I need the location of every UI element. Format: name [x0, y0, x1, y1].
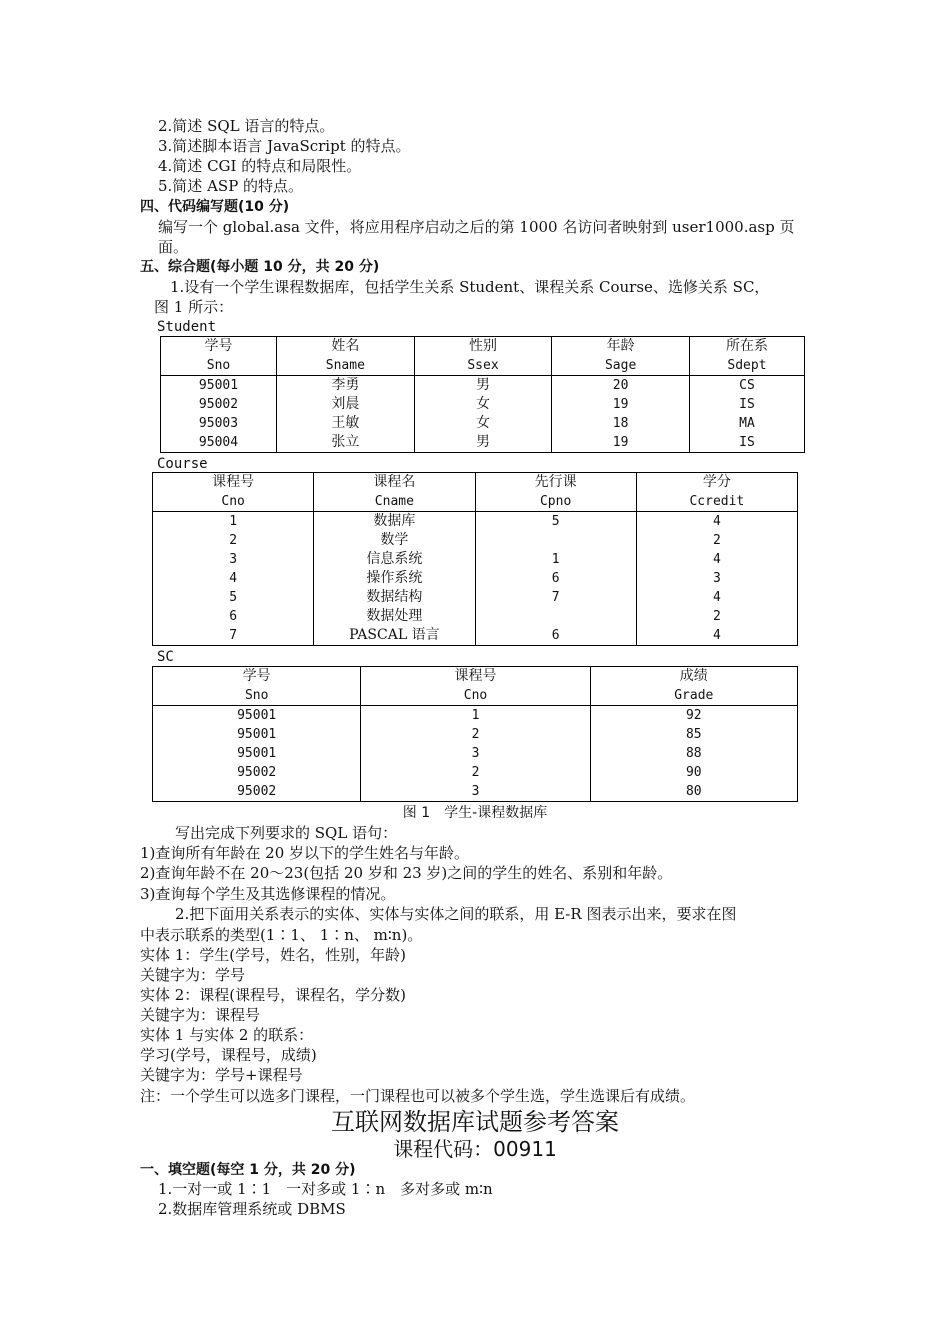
- column-sname: 李勇 刘晨 王敏 张立: [277, 376, 415, 453]
- question-2: 2.简述 SQL 语言的特点。: [158, 117, 335, 135]
- q2-line1: 2.把下面用关系表示的实体、实体与实体之间的联系，用 E-R 图表示出来，要求在图: [175, 905, 737, 923]
- column-sno: 95001 95002 95003 95004: [161, 376, 277, 453]
- course-table-label: Course: [157, 456, 208, 472]
- column-ssex: 男 女 女 男: [414, 376, 552, 453]
- column-cno: 1 2 3 2 3: [361, 706, 590, 802]
- header-cell: 学号 Sno: [153, 667, 361, 706]
- figure-caption: 图 1 学生-课程数据库: [402, 805, 548, 821]
- answers-subtitle: 课程代码：00911: [393, 1137, 557, 1161]
- section5-q1-line1: 1.设有一个学生课程数据库，包括学生关系 Student、课程关系 Course、选修关系 SC，: [170, 278, 770, 296]
- question-3: 3.简述脚本语言 JavaScript 的特点。: [158, 137, 411, 155]
- header-cell: 课程名 Cname: [314, 473, 475, 512]
- section5-q1-line2: 图 1 所示：: [154, 298, 234, 316]
- student-table: [160, 336, 805, 453]
- student-table-label: Student: [157, 319, 217, 335]
- column-ccredit: 4 2 4 3 4 2 4: [636, 512, 797, 646]
- column-sage: 20 19 18 19: [552, 376, 690, 453]
- answers-section1-heading: 一、填空题(每空 1 分，共 20 分): [140, 1162, 356, 1178]
- header-cell: 所在系 Sdept: [689, 337, 804, 376]
- sql-item-2: 2)查询年龄不在 20～23(包括 20 岁和 23 岁)之间的学生的姓名、系别和年龄。: [140, 864, 673, 882]
- column-cname: 数据库 数学 信息系统 操作系统 数据结构 数据处理 PASCAL 语言: [314, 512, 475, 646]
- header-cell: 姓名 Sname: [277, 337, 415, 376]
- header-cell: 先行课 Cpno: [475, 473, 636, 512]
- column-sdept: CS IS MA IS: [689, 376, 804, 453]
- answer-2: 2.数据库管理系统或 DBMS: [158, 1200, 346, 1218]
- relationship-heading: 实体 1 与实体 2 的联系：: [140, 1026, 314, 1044]
- header-cell: 课程号 Cno: [361, 667, 590, 706]
- table-body-row: [161, 376, 805, 453]
- entity-1-key: 关键字为：学号: [140, 966, 246, 984]
- q2-line2: 中表示联系的类型(1∶1、 1∶n、 m∶n)。: [140, 926, 423, 944]
- table-header-row: [161, 337, 805, 376]
- note: 注：一个学生可以选多门课程，一门课程也可以被多个学生选，学生选课后有成绩。: [140, 1087, 696, 1105]
- sql-item-1: 1)查询所有年龄在 20 岁以下的学生姓名与年龄。: [140, 844, 470, 862]
- section5-heading: 五、综合题(每小题 10 分，共 20 分): [140, 259, 380, 275]
- sc-table: [152, 666, 798, 802]
- table-header-row: [153, 473, 798, 512]
- sql-item-3: 3)查询每个学生及其选修课程的情况。: [140, 885, 396, 903]
- relationship: 学习(学号，课程号，成绩): [140, 1046, 317, 1064]
- answer-1: 1.一对一或 1∶1 一对多或 1∶n 多对多或 m∶n: [158, 1180, 493, 1198]
- sql-intro: 写出完成下列要求的 SQL 语句：: [175, 824, 398, 842]
- course-table: [152, 472, 798, 646]
- table-body-row: [153, 512, 798, 646]
- section4-text-line2: 面。: [158, 238, 189, 256]
- table-body-row: [153, 706, 798, 802]
- header-cell: 学分 Ccredit: [636, 473, 797, 512]
- header-cell: 学号 Sno: [161, 337, 277, 376]
- question-5: 5.简述 ASP 的特点。: [158, 177, 304, 195]
- section4-heading: 四、代码编写题(10 分): [140, 199, 290, 215]
- column-cpno: 5 1 6 7 6: [475, 512, 636, 646]
- question-4: 4.简述 CGI 的特点和局限性。: [158, 157, 362, 175]
- relationship-key: 关键字为：学号+课程号: [140, 1066, 303, 1084]
- entity-2-key: 关键字为：课程号: [140, 1006, 261, 1024]
- entity-1: 实体 1：学生(学号，姓名，性别，年龄): [140, 946, 407, 964]
- entity-2: 实体 2：课程(课程号，课程名，学分数): [140, 986, 407, 1004]
- header-cell: 课程号 Cno: [153, 473, 314, 512]
- answers-title: 互联网数据库试题参考答案: [331, 1108, 619, 1136]
- column-grade: 92 85 88 90 80: [590, 706, 797, 802]
- column-sno: 95001 95001 95001 95002 95002: [153, 706, 361, 802]
- column-cno: 1 2 3 4 5 6 7: [153, 512, 314, 646]
- sc-table-label: SC: [157, 649, 174, 665]
- header-cell: 年龄 Sage: [552, 337, 690, 376]
- table-header-row: [153, 667, 798, 706]
- header-cell: 性别 Ssex: [414, 337, 552, 376]
- section4-text-line1: 编写一个 global.asa 文件，将应用程序启动之后的第 1000 名访问者映射到 user1000.asp 页: [158, 218, 795, 236]
- header-cell: 成绩 Grade: [590, 667, 797, 706]
